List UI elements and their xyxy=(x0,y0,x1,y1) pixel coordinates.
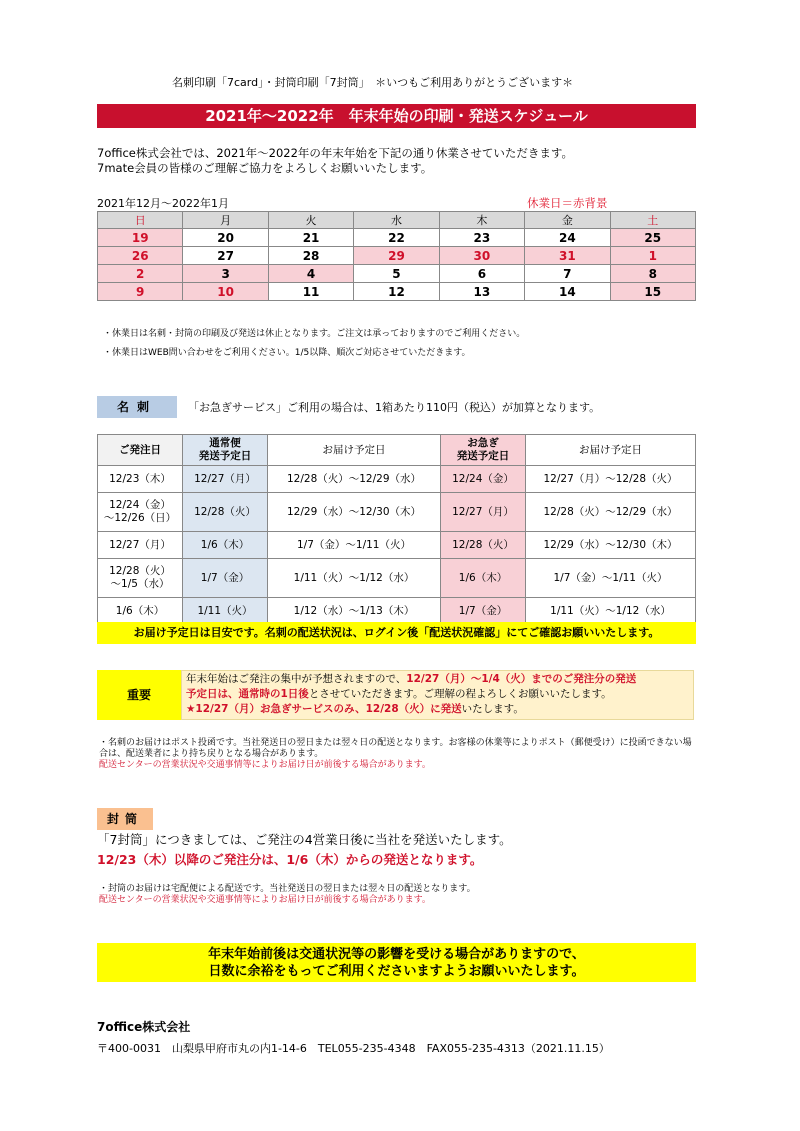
table-cell: 12/28（火） ～1/5（水） xyxy=(98,559,183,598)
table-cell: 12/29（水）～12/30（木） xyxy=(268,493,441,532)
calendar-day: 25 xyxy=(610,229,695,247)
column-header: お急ぎ 発送予定日 xyxy=(441,435,526,466)
table-cell: 12/23（木） xyxy=(98,466,183,493)
calendar-day: 27 xyxy=(183,247,268,265)
important-label: 重要 xyxy=(97,670,181,720)
table-cell: 12/28（火）～12/29（水） xyxy=(526,493,696,532)
intro-line: 7office株式会社では、2021年～2022年の年末年始を下記の通り休業させていただきます。 xyxy=(97,146,573,160)
important-text: ★12/27（月）お急ぎサービスのみ、12/28（火）に発送 xyxy=(186,703,462,715)
table-cell: 1/12（水）～1/13（木） xyxy=(268,598,441,625)
table-cell: 12/24（金） ～12/26（日） xyxy=(98,493,183,532)
meishi-description: 「お急ぎサービス」ご利用の場合は、1箱あたり110円（税込）が加算となります。 xyxy=(188,401,601,414)
column-header: ご発注日 xyxy=(98,435,183,466)
weekday-header: 土 xyxy=(610,212,695,229)
calendar-day: 1 xyxy=(610,247,695,265)
important-text: 年末年始はご発注の集中が予想されますので、 xyxy=(186,673,407,685)
table-cell: 1/7（金）～1/11（火） xyxy=(526,559,696,598)
calendar-day: 31 xyxy=(525,247,610,265)
calendar-day: 11 xyxy=(268,283,353,301)
header-line: 名刺印刷「7card」・封筒印刷「7封筒」 ＊いつもご利用ありがとうございます＊ xyxy=(172,76,574,89)
futo-line: 12/23（木）以降のご発注分は、1/6（木）からの発送となります。 xyxy=(97,852,483,867)
calendar-day: 2 xyxy=(98,265,183,283)
calendar-day: 29 xyxy=(354,247,439,265)
calendar-day: 4 xyxy=(268,265,353,283)
calendar-day: 20 xyxy=(183,229,268,247)
weekday-header: 火 xyxy=(268,212,353,229)
calendar-day: 13 xyxy=(439,283,524,301)
weekday-header: 日 xyxy=(98,212,183,229)
meishi-section-tag: 名刺 xyxy=(97,396,177,418)
meishi-delivery-notes xyxy=(99,738,699,771)
weekday-header: 金 xyxy=(525,212,610,229)
table-cell: 1/6（木） xyxy=(98,598,183,625)
calendar-day: 12 xyxy=(354,283,439,301)
calendar-day: 22 xyxy=(354,229,439,247)
column-header: 通常便 発送予定日 xyxy=(183,435,268,466)
table-cell: 1/7（金） xyxy=(441,598,526,625)
table-cell: 12/28（火） xyxy=(441,532,526,559)
meishi-schedule-table xyxy=(97,434,696,625)
note-line: 配送センターの営業状況や交通事情等によりお届け日が前後する場合があります。 xyxy=(99,895,431,905)
table-cell: 12/27（月） xyxy=(183,466,268,493)
table-cell: 1/11（火） xyxy=(183,598,268,625)
calendar-day: 6 xyxy=(439,265,524,283)
calendar-day: 15 xyxy=(610,283,695,301)
calendar-day: 23 xyxy=(439,229,524,247)
table-cell: 12/28（火） xyxy=(183,493,268,532)
table-cell: 12/27（月）～12/28（火） xyxy=(526,466,696,493)
important-body xyxy=(181,670,694,720)
important-text: いたします。 xyxy=(461,703,524,715)
intro-text xyxy=(97,146,573,176)
calendar-notes xyxy=(103,325,525,363)
important-box xyxy=(97,670,696,720)
note-line: ・休業日は名刺・封筒の印刷及び発送は休止となります。ご注文は承っておりますのでご利用ください。 xyxy=(103,329,526,339)
table-cell: 12/27（月） xyxy=(441,493,526,532)
calendar-day: 28 xyxy=(268,247,353,265)
weekday-header: 月 xyxy=(183,212,268,229)
company-name: 7office株式会社 xyxy=(97,1020,191,1034)
note-line: ・休業日はWEB問い合わせをご利用ください。1/5以降、順次ご対応させていただきます。 xyxy=(103,348,471,358)
calendar-caption: 2021年12月～2022年1月 xyxy=(97,197,229,210)
table-cell: 12/28（火）～12/29（水） xyxy=(268,466,441,493)
calendar-day: 7 xyxy=(525,265,610,283)
table-cell: 1/7（金）～1/11（火） xyxy=(268,532,441,559)
final-notice xyxy=(97,943,696,982)
calendar-day: 26 xyxy=(98,247,183,265)
weekday-header: 水 xyxy=(354,212,439,229)
table-cell: 12/29（水）～12/30（木） xyxy=(526,532,696,559)
note-line: ・名刺のお届けはポスト投函です。当社発送日の翌日または翌々日の配送となります。お客様の休業等によりポスト（郵便受け）に投函できない場合は、配送業者により持ち戻りとなる場合があります。 xyxy=(99,738,692,759)
futo-description xyxy=(97,830,512,870)
calendar-day: 24 xyxy=(525,229,610,247)
intro-line: 7mate会員の皆様のご理解ご協力をよろしくお願いいたします。 xyxy=(97,161,433,175)
column-header: お届け予定日 xyxy=(526,435,696,466)
calendar-day: 30 xyxy=(439,247,524,265)
important-text: とさせていただきます。ご理解の程よろしくお願いいたします。 xyxy=(308,688,612,700)
column-header: お届け予定日 xyxy=(268,435,441,466)
table-cell: 12/27（月） xyxy=(98,532,183,559)
calendar-day: 10 xyxy=(183,283,268,301)
weekday-header: 木 xyxy=(439,212,524,229)
calendar-day: 8 xyxy=(610,265,695,283)
final-line: 日数に余裕をもってご利用くださいますようお願いいたします。 xyxy=(208,964,585,979)
calendar-day: 9 xyxy=(98,283,183,301)
company-address: 〒400-0031 山梨県甲府市丸の内1-14-6 TEL055-235-4348 FAX055-235-4313（2021.11.15） xyxy=(97,1042,610,1055)
important-text: 12/27（月）～1/4（火）までのご発注分の発送 xyxy=(406,673,637,685)
table-cell: 1/11（火）～1/12（水） xyxy=(268,559,441,598)
calendar-day: 5 xyxy=(354,265,439,283)
holiday-calendar xyxy=(97,211,696,301)
futo-section-tag: 封筒 xyxy=(97,808,153,830)
final-line: 年末年始前後は交通状況等の影響を受ける場合がありますので、 xyxy=(208,947,585,962)
futo-line: 「7封筒」につきましては、ご発注の4営業日後に当社を発送いたします。 xyxy=(97,832,512,847)
calendar-day: 3 xyxy=(183,265,268,283)
note-line: ・封筒のお届けは宅配便による配送です。当社発送日の翌日または翌々日の配送となります。 xyxy=(99,884,476,894)
calendar-day: 21 xyxy=(268,229,353,247)
futo-delivery-notes xyxy=(99,884,476,906)
table-cell: 1/6（木） xyxy=(183,532,268,559)
table-cell: 1/7（金） xyxy=(183,559,268,598)
calendar-day: 19 xyxy=(98,229,183,247)
note-line: 配送センターの営業状況や交通事情等によりお届け日が前後する場合があります。 xyxy=(99,760,431,770)
table-cell: 1/11（火）～1/12（水） xyxy=(526,598,696,625)
calendar-legend: 休業日＝赤背景 xyxy=(527,196,608,210)
important-text: 予定日は、通常時の1日後 xyxy=(186,688,309,700)
table-cell: 12/24（金） xyxy=(441,466,526,493)
page-title: 2021年～2022年 年末年始の印刷・発送スケジュール xyxy=(97,104,696,128)
calendar-day: 14 xyxy=(525,283,610,301)
delivery-notice: お届け予定日は目安です。名刺の配送状況は、ログイン後「配送状況確認」にてご確認お願いいたします。 xyxy=(97,622,696,644)
table-cell: 1/6（木） xyxy=(441,559,526,598)
